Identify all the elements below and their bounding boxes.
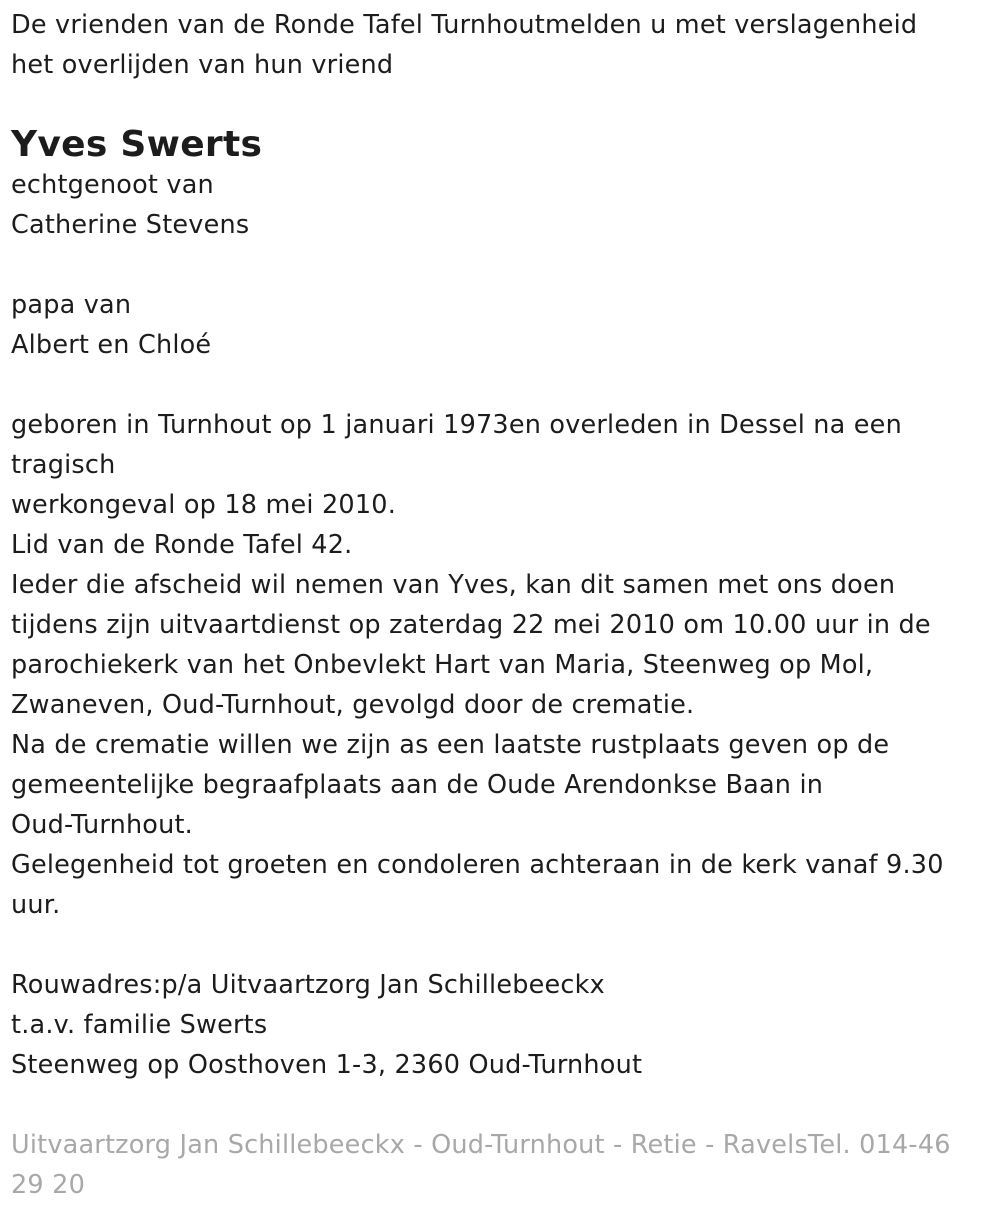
details-line: werkongeval op 18 mei 2010. [11,490,396,520]
spacer [11,925,986,965]
details-line: gemeentelijke begraafplaats aan de Oude Arendonkse Baan in [11,770,824,800]
address-section [11,965,986,1085]
details-line: Zwaneven, Oud-Turnhout, gevolgd door de crematie. [11,690,695,720]
address-line-1: Rouwadres:p/a Uitvaartzorg Jan Schillebeeckx [11,970,605,1000]
details-line: parochiekerk van het Onbevlekt Hart van Maria, Steenweg op Mol, [11,650,874,680]
intro-text [11,5,986,85]
address-line-2: t.a.v. familie Swerts [11,1010,268,1040]
spacer [11,365,986,405]
children-names: Albert en Chloé [11,330,212,360]
details-line: Lid van de Ronde Tafel 42. [11,530,353,560]
details-line: Oud-Turnhout. [11,810,193,840]
footer-line-1: Uitvaartzorg Jan Schillebeeckx - Oud-Turnhout - Retie - RavelsTel. 014-46 [11,1130,951,1160]
spouse-section [11,165,986,245]
details-line: Na de crematie willen we zijn as een laatste rustplaats geven op de [11,730,890,760]
obituary-notice [11,5,986,1205]
intro-line-2: het overlijden van hun vriend [11,50,394,80]
details-line: tragisch [11,450,116,480]
details-line: geboren in Turnhout op 1 januari 1973en overleden in Dessel na een [11,410,902,440]
details-line: Ieder die afscheid wil nemen van Yves, kan dit samen met ons doen [11,570,896,600]
spouse-name: Catherine Stevens [11,210,250,240]
details-line: tijdens zijn uitvaartdienst op zaterdag 22 mei 2010 om 10.00 uur in de [11,610,931,640]
details-section [11,405,986,925]
spacer [11,1085,986,1125]
children-label: papa van [11,290,132,320]
footer-section [11,1125,986,1205]
details-line: uur. [11,890,61,920]
children-section [11,285,986,365]
details-line: Gelegenheid tot groeten en condoleren achteraan in de kerk vanaf 9.30 [11,850,944,880]
deceased-name: Yves Swerts [11,124,263,165]
address-line-3: Steenweg op Oosthoven 1-3, 2360 Oud-Turnhout [11,1050,643,1080]
spacer [11,245,986,285]
footer-line-2: 29 20 [11,1170,86,1200]
spouse-label: echtgenoot van [11,170,214,200]
intro-line-1: De vrienden van de Ronde Tafel Turnhoutmelden u met verslagenheid [11,10,918,40]
